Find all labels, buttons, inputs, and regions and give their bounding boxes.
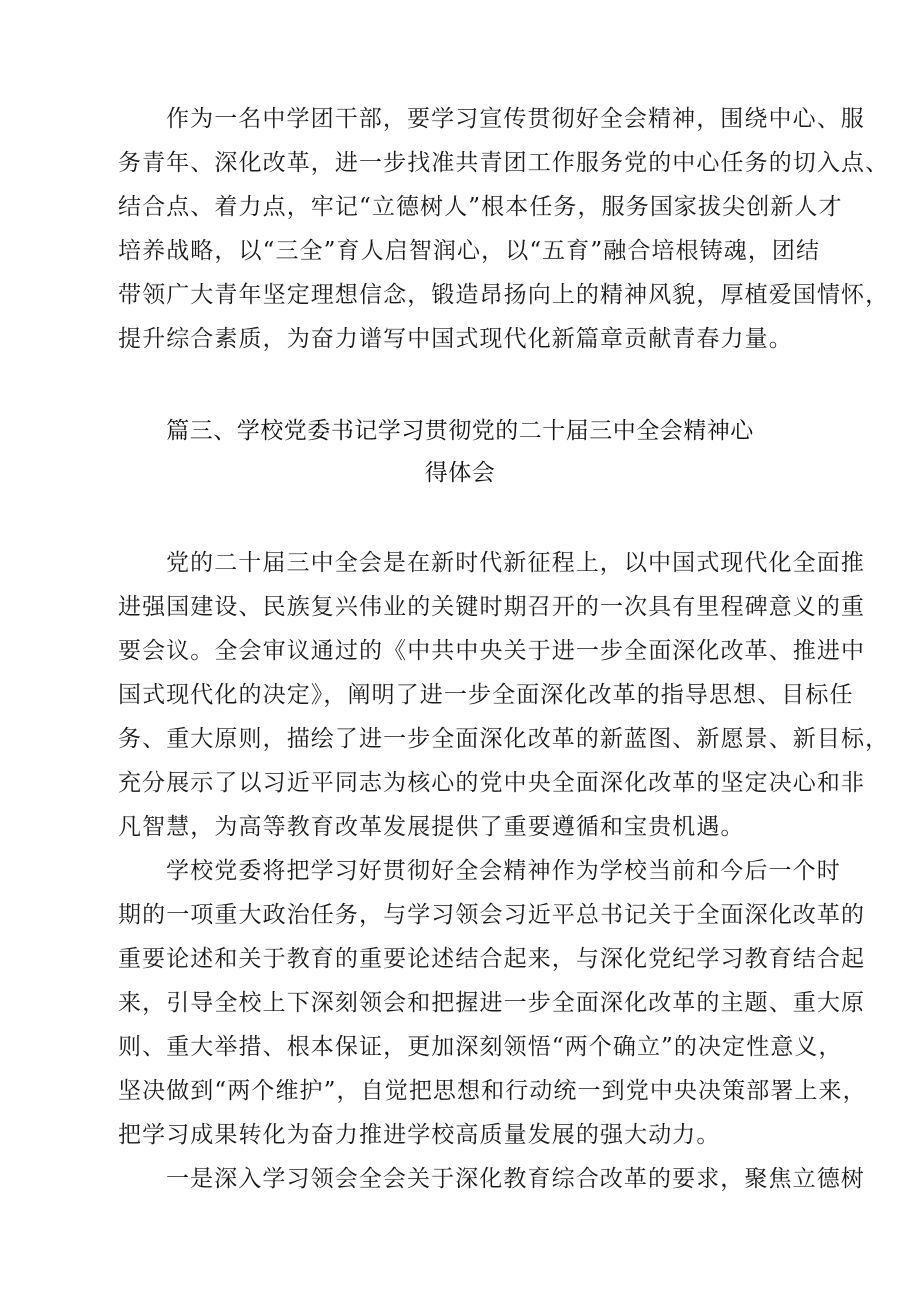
paragraph-line: 提升综合素质，为奋力谱写中国式现代化新篇章贡献青春力量。 xyxy=(118,326,793,352)
paragraph-line: 要会议。全会审议通过的《中共中央关于进一步全面深化改革、推进中 xyxy=(118,638,866,664)
paragraph-line: 充分展示了以习近平同志为核心的党中央全面深化改革的坚定决心和非 xyxy=(118,770,866,796)
paragraph-line: 凡智慧，为高等教育改革发展提供了重要遵循和宝贵机遇。 xyxy=(118,814,745,840)
section-heading-line: 得体会 xyxy=(424,460,496,486)
paragraph-line: 结合点、着力点，牢记“立德树人”根本任务，服务国家拔尖创新人才 xyxy=(118,194,843,220)
paragraph-line: 期的一项重大政治任务，与学习领会习近平总书记关于全面深化改革的 xyxy=(118,902,866,928)
paragraph-line: 学校党委将把学习好贯彻好全会精神作为学校当前和今后一个时 xyxy=(166,858,841,884)
paragraph-line: 进强国建设、民族复兴伟业的关键时期召开的一次具有里程碑意义的重 xyxy=(118,594,866,620)
section-heading-line: 篇三、学校党委书记学习贯彻党的二十届三中全会精神心 xyxy=(166,418,754,444)
paragraph-line: 则、重大举措、根本保证，更加深刻领悟“两个确立”的决定性意义， xyxy=(118,1034,843,1060)
paragraph-line: 重要论述和关于教育的重要论述结合起来，与深化党纪学习教育结合起 xyxy=(118,946,866,972)
paragraph-line: 培养战略，以“三全”育人启智润心，以“五育”融合培根铸魂，团结 xyxy=(118,238,821,264)
paragraph-line: 一是深入学习领会全会关于深化教育综合改革的要求，聚焦立德树 xyxy=(166,1166,865,1192)
paragraph-line: 坚决做到“两个维护”，自觉把思想和行动统一到党中央决策部署上来， xyxy=(118,1078,867,1104)
paragraph-line: 务青年、深化改革，进一步找准共青团工作服务党的中心任务的切入点、 xyxy=(118,150,890,176)
paragraph-line: 务、重大原则，描绘了进一步全面深化改革的新蓝图、新愿景、新目标， xyxy=(118,726,890,752)
paragraph-line: 党的二十届三中全会是在新时代新征程上，以中国式现代化全面推 xyxy=(166,550,865,576)
paragraph-line: 作为一名中学团干部，要学习宣传贯彻好全会精神，围绕中心、服 xyxy=(166,106,865,132)
paragraph-line: 国式现代化的决定》，阐明了进一步全面深化改革的指导思想、目标任 xyxy=(118,682,854,708)
paragraph-line: 把学习成果转化为奋力推进学校高质量发展的强大动力。 xyxy=(118,1122,721,1148)
paragraph-line: 来，引导全校上下深刻领会和把握进一步全面深化改革的主题、重大原 xyxy=(118,990,866,1016)
paragraph-line: 带领广大青年坚定理想信念，锻造昂扬向上的精神风貌，厚植爱国情怀， xyxy=(118,282,890,308)
